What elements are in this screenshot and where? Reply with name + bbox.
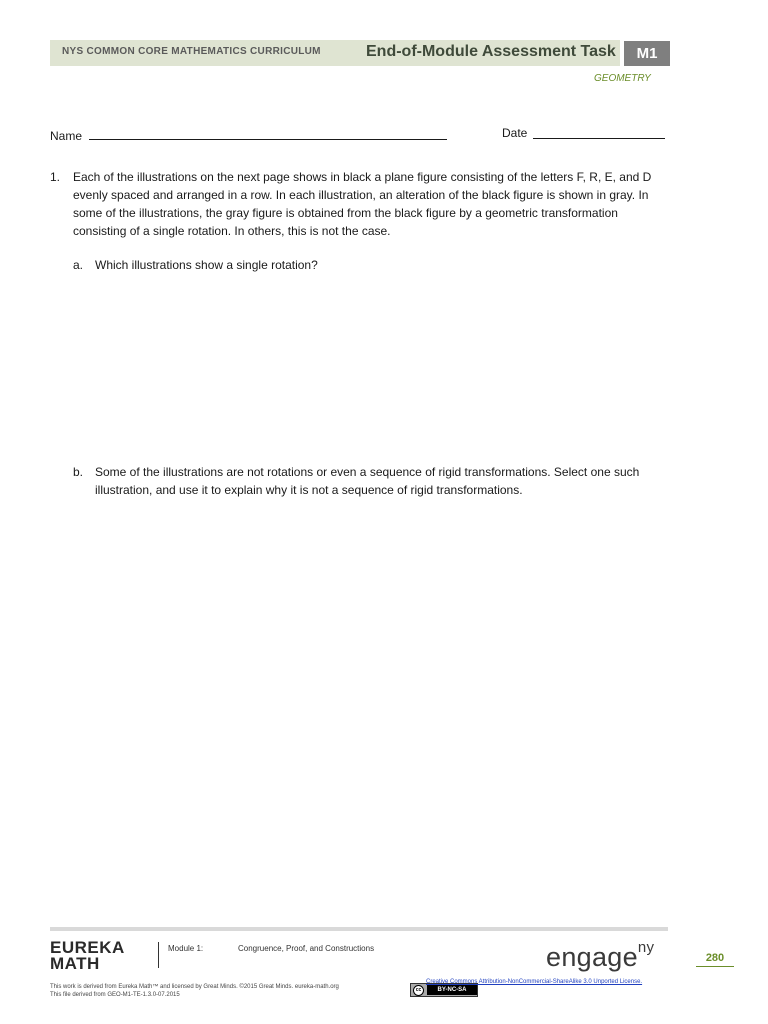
date-label: Date [502,126,528,140]
question-number: 1. [50,170,61,184]
name-label: Name [50,129,83,143]
footer-rule [50,927,668,931]
footer-divider [158,942,159,968]
license-link[interactable]: Creative Commons Attribution-NonCommercial-ShareAlike 3.0 Unported License. [426,979,643,985]
curriculum-label: NYS COMMON CORE MATHEMATICS CURRICULUM [62,46,321,57]
cc-badge-text: BY-NC-SA [427,985,477,995]
ny-text: ny [637,939,655,956]
part-a-letter: a. [73,258,84,272]
eureka-logo-line1: EUREKA [50,938,125,957]
subject-label: GEOMETRY [594,73,651,84]
question-text: Each of the illustrations on the next page shows in black a plane figure consisting of the letters F, R, E, and D evenly spaced and arranged in a row. In each illustration, an alteration of the black figure is shown in gray. In some of the illustrations, the gray figure is obtained from the black figure by a geometric transformation consisting of a single rotation. In others, this is not the case. [73,170,652,238]
eureka-math-logo [50,940,125,972]
footer-topic: Congruence, Proof, and Constructions [238,944,375,953]
cc-license-badge [410,983,478,997]
cc-icon: cc [413,985,424,996]
name-field[interactable] [89,139,447,140]
page-number: 280 [696,952,734,967]
credit-line-1: This work is derived from Eureka Math™ and licensed by Great Minds. ©2015 Great Minds. eureka-math.org [50,984,339,990]
module-tag: M1 [624,41,670,66]
question-part-a [73,256,663,274]
engage-text: engage [546,942,638,972]
credit-line-2: This file derived from GEO-M1-TE-1.3.0-07.2015 [50,992,180,998]
eureka-logo-line2: MATH [50,954,100,973]
date-field[interactable] [533,138,665,139]
part-b-letter: b. [73,465,84,479]
footer-module: Module 1: [168,944,204,953]
assessment-title: End-of-Module Assessment Task [366,43,616,60]
engageny-logo [546,939,655,973]
question-1 [50,168,670,240]
question-part-b [73,463,663,499]
part-a-text: Which illustrations show a single rotation? [95,258,318,272]
part-b-text: Some of the illustrations are not rotations or even a sequence of rigid transformations. Select one such illustration, and use it to explain why it is not a sequence of rigid transformations. [95,465,640,497]
